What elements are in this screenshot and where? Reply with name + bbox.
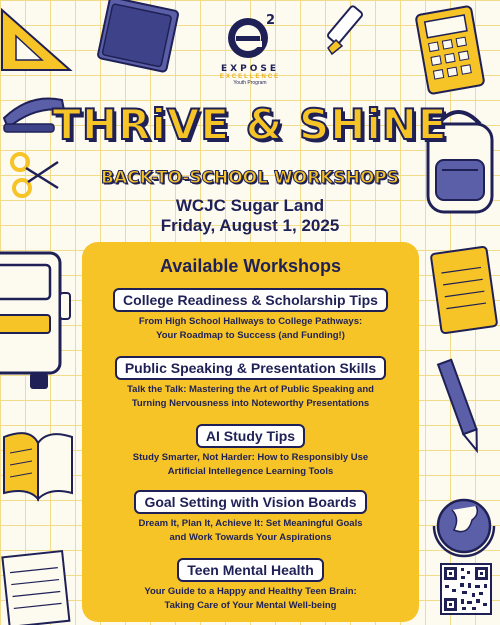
ruler-triangle-icon [0,0,80,80]
workshop-desc-line1: Dream It, Plan It, Achieve It: Set Meaningful Goals [138,518,363,529]
workshop-item [82,288,419,343]
workshop-desc-line1: Talk the Talk: Mastering the Art of Public Speaking and [127,384,374,395]
calculator-icon [412,4,492,99]
event-location: WCJC Sugar Land [175,196,325,215]
notebook-icon [95,0,185,75]
logo-sub: EXCELLENCE [219,74,281,80]
logo-sub2: Youth Program [233,80,267,86]
paper-stack-icon [0,540,75,625]
globe-icon [424,490,500,566]
workshop-item [82,558,419,613]
panel-title: Available Workshops [159,256,342,276]
school-bus-icon [0,245,78,395]
workshop-item [82,356,419,411]
logo-mark-icon [224,10,276,62]
pencil-icon [432,355,492,460]
logo-name: EXPOSE [221,64,279,74]
event-title: THRiVE & SHiNE [52,100,448,149]
workshop-name: AI Study Tips [196,424,305,448]
event-date: Friday, August 1, 2025 [160,216,340,235]
workshop-desc-line2: and Work Towards Your Aspirations [169,532,332,543]
workshop-desc-line2: Artificial Intellegence Learning Tools [167,466,334,477]
workshop-name: College Readiness & Scholarship Tips [113,288,388,312]
workshops-panel [82,242,419,622]
workshop-desc-line2: Taking Care of Your Mental Well-being [164,600,337,611]
qr-code-icon[interactable] [440,563,492,615]
workshop-desc-line1: Your Guide to a Happy and Healthy Teen Brain: [144,586,357,597]
workshop-desc-line1: Study Smarter, Not Harder: How to Responsibly Use [132,452,369,463]
highlighter-icon [318,0,378,60]
event-subtitle: BACK-TO-SCHOOL WORKSHOPS [101,168,399,188]
workshop-desc-line1: From High School Hallways to College Pathways: [138,316,363,327]
workshop-name: Goal Setting with Vision Boards [134,490,366,514]
workshop-desc-line2: Your Roadmap to Success (and Funding!) [156,330,345,341]
logo-sup: 2 [266,13,276,28]
workshop-item [82,490,419,545]
workshop-item [82,424,419,479]
notepad-icon [424,240,500,340]
workshop-name: Teen Mental Health [177,558,324,582]
program-logo [205,10,295,86]
open-book-icon [0,425,75,505]
workshop-desc-line2: Turning Nervousness into Noteworthy Presentations [131,398,370,409]
workshop-name: Public Speaking & Presentation Skills [115,356,386,380]
